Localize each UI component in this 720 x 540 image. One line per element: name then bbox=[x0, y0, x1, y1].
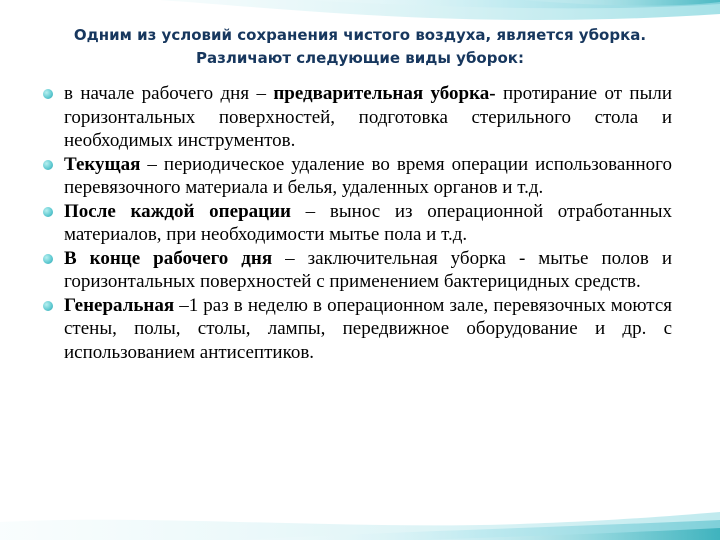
slide-title-line-1: Одним из условий сохранения чистого воздуха, является уборка. bbox=[73, 26, 647, 44]
bullet-dot-icon bbox=[43, 160, 53, 170]
top-wave-light bbox=[160, 0, 720, 20]
slide-title-line-2: Различают следующие виды уборок: bbox=[196, 49, 524, 67]
item-term: После каждой операции bbox=[64, 200, 291, 222]
list-item-current bbox=[40, 153, 672, 200]
item-text-post: – периодическое удаление во время операции использованного перевязочного материала и белья, удаленных органов и т.д. bbox=[64, 153, 672, 198]
item-term: Генеральная bbox=[64, 294, 175, 316]
item-text-pre: в начале рабочего дня – bbox=[64, 83, 274, 104]
item-text-post: –1 раз в неделю в операционном зале, перевязочных моются стены, полы, столы, лампы, передвижное оборудование и др. с использованием антисептиков. bbox=[64, 294, 672, 363]
bullet-dot-icon bbox=[43, 89, 53, 99]
bottom-wave-light bbox=[0, 512, 720, 540]
bullet-dot-icon bbox=[43, 301, 53, 311]
item-term: предварительная уборка- bbox=[273, 83, 496, 104]
item-term: Текущая bbox=[64, 153, 141, 175]
item-text-post: протирание от пыли горизонтальных поверхностей, подготовка стерильного стола и необходимых инструментов. bbox=[64, 83, 672, 151]
bullet-dot-icon bbox=[43, 207, 53, 217]
item-text-post: – заключительная уборка - мытье полов и горизонтальных поверхностей с применением бактерицидных средств. bbox=[64, 247, 672, 292]
list-item-preliminary bbox=[40, 82, 672, 153]
item-text-post: – вынос из операционной отработанных материалов, при необходимости мытье пола и т.д. bbox=[64, 200, 673, 245]
bottom-wave-dark bbox=[420, 528, 720, 540]
list-item-end-of-day bbox=[40, 247, 672, 294]
slide-title bbox=[40, 24, 680, 70]
top-wave-mid bbox=[300, 0, 720, 8]
cleaning-types-list bbox=[40, 82, 672, 364]
list-item-general bbox=[40, 294, 672, 365]
top-wave-dark bbox=[520, 0, 720, 6]
bottom-wave-mid bbox=[240, 520, 720, 540]
bullet-dot-icon bbox=[43, 254, 53, 264]
item-term: В конце рабочего дня bbox=[64, 247, 273, 269]
list-item-after-operation bbox=[40, 200, 672, 247]
